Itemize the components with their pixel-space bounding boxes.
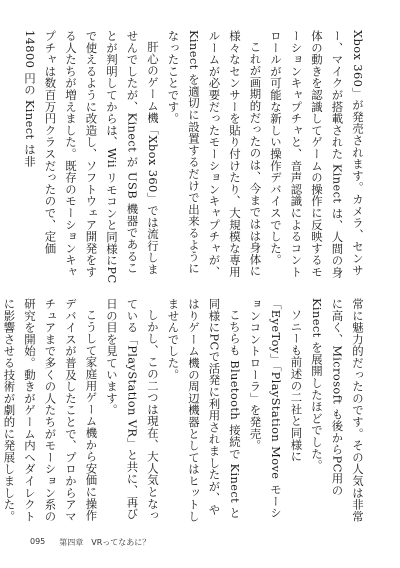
paragraph: こちらも Bluetooth 接続で Kinect と同様にPCで活発に利用されましたが、やはりゲーム機の周辺機器としてはヒットしませんでした。 [166, 298, 242, 523]
paragraph: しかし、この二つは現在、大人気となっている「PlayStation VR」と共に、再び日の目を見ています。 [105, 298, 160, 522]
paragraph: Xbox 360」が発売されます。カメラ、センサー、マイクが搭載された Kinect は、人間の身体の動きを認識してゲームの操作に反映するモーションキャプチャと、音声認識によるコントロールが可能な新しい操作デバイスでした。 [269, 30, 365, 279]
page-number: 095 [30, 537, 46, 546]
paragraph: 常に魅力的だったのです。その人気は非常に高く、Microsoft も後からPC用の Kinect を展開したほどでした。 [310, 298, 365, 523]
lower-text-block [2, 298, 368, 523]
chapter-title: 第四章 VRってなあに？ [59, 538, 151, 547]
page-footer [30, 537, 150, 548]
paragraph: ソニーも前述の二社と同様に「EyeToy」「PlayStation Move モーションコントローラ」を発売。 [248, 298, 304, 519]
paragraph: こうして家庭用ゲーム機から安価に操作デバイスが普及したことで、プロからアマチュアまで多くの人たちがモーション系の研究を開始。動きがゲーム内へダイレクトに影響させる技術が劇的に発展しました。 [2, 298, 99, 523]
paragraph: これが画期的だったのは、今まではは身体に様々なセンサーを貼り付けたり、大規模な専用ルームが必要だったモーションキャプチャが、Kinect を適切に設置するだけで出来るようになったことです。 [166, 30, 263, 278]
upper-text-block [23, 30, 368, 285]
paragraph: 肝心のゲーム機「Xbox 360」では流行しませんでしたが、Kinect が USB 機器であることが判明してからは、Wii リモコンと同様にPCで使えるように改造し、ソフトウェア開発をする人たちが増えました。既存のモーションキャプチャは数百万円クラスだったので、定価 14800 円の Kinect は非 [23, 30, 160, 284]
